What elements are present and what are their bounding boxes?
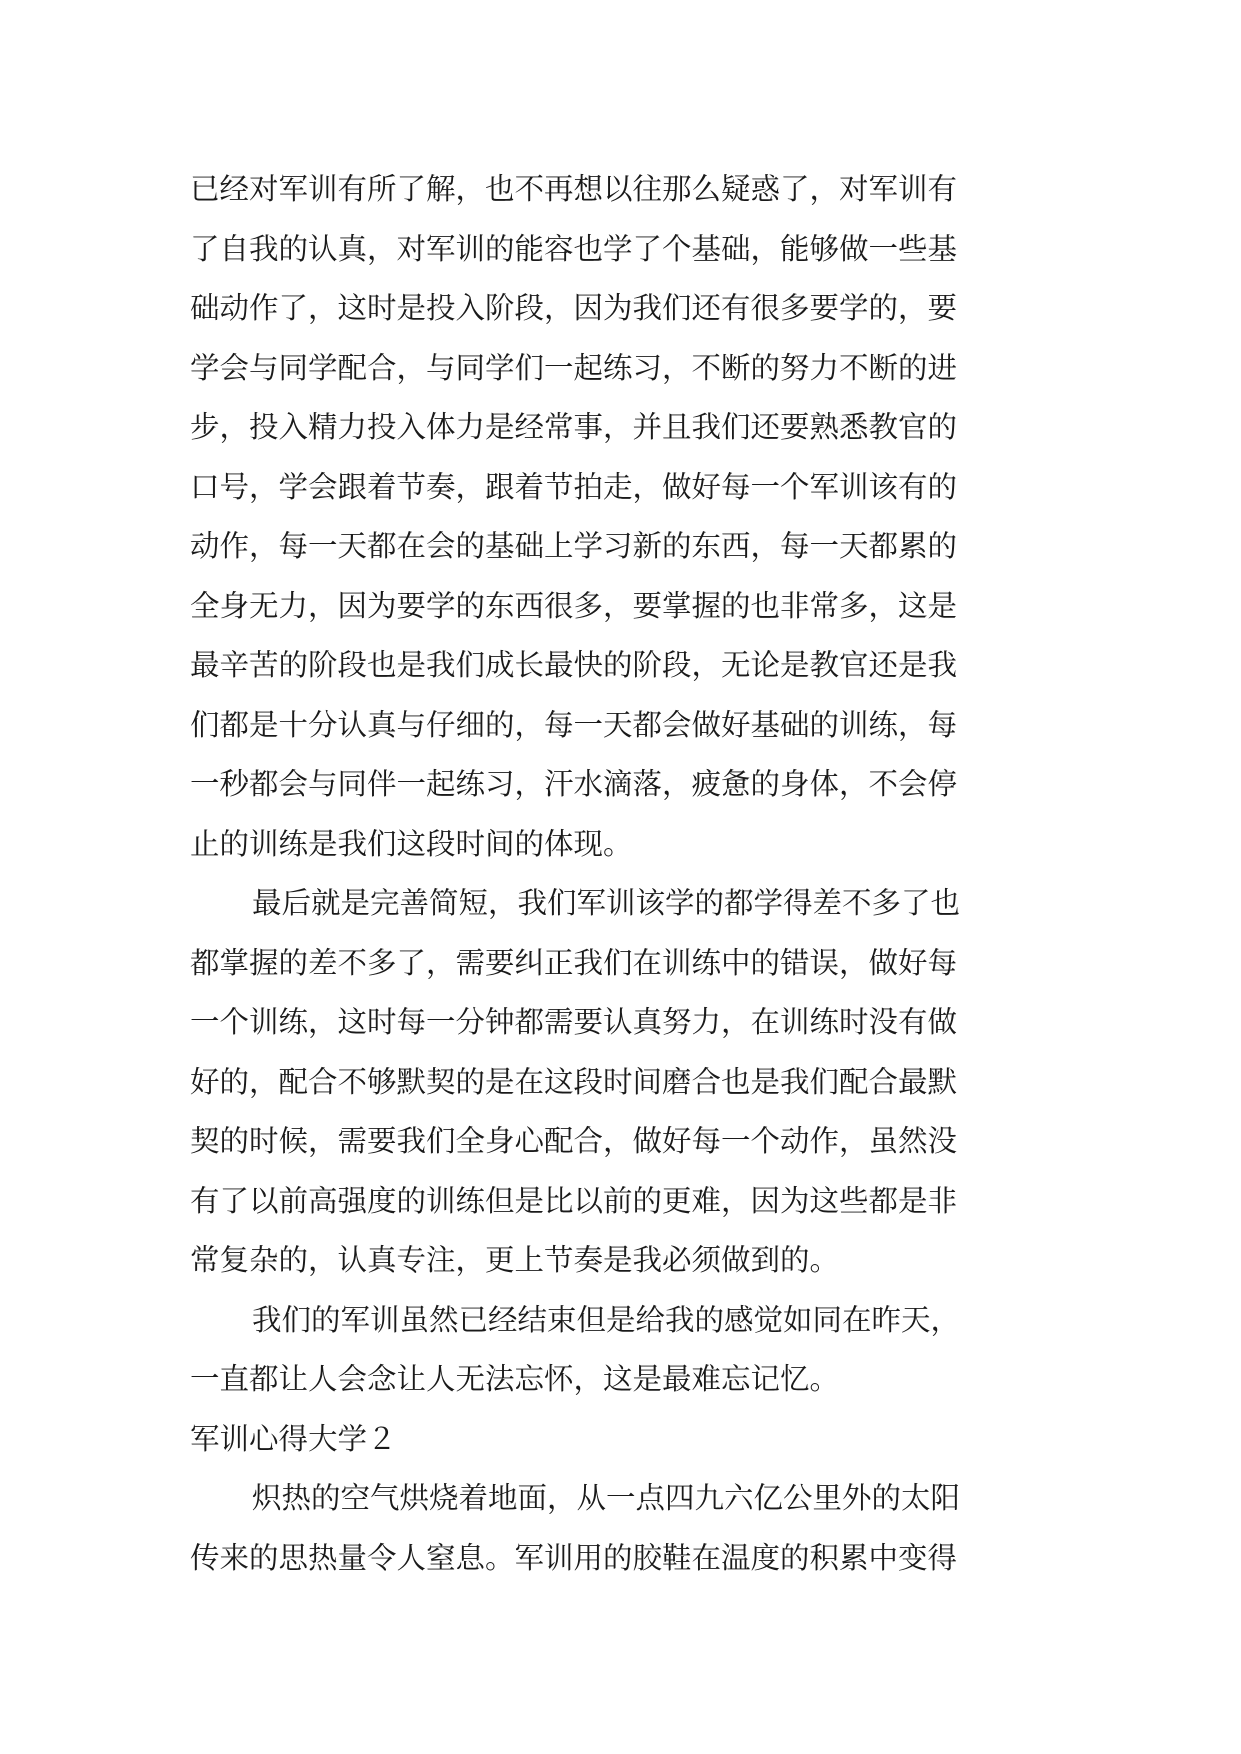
text-line: 常复杂的，认真专注，更上节奏是我必须做到的。 [190, 1243, 840, 1277]
paragraph-start-line: 炽热的空气烘烧着地面，从一点四九六亿公里外的太阳 [252, 1481, 961, 1515]
section-heading: 军训心得大学２ [190, 1421, 397, 1456]
text-line: 已经对军训有所了解，也不再想以往那么疑惑了，对军训有 [190, 172, 958, 206]
text-line: 传来的思热量令人窒息。军训用的胶鞋在温度的积累中变得 [190, 1540, 958, 1575]
paragraph-start-line: 最后就是完善简短，我们军训该学的都学得差不多了也 [252, 886, 961, 920]
text-line: 步，投入精力投入体力是经常事，并且我们还要熟悉教官的 [190, 410, 958, 444]
text-line: 了自我的认真，对军训的能容也学了个基础，能够做一些基 [190, 231, 958, 266]
text-line: 一秒都会与同伴一起练习，汗水滴落，疲惫的身体，不会停 [190, 767, 958, 801]
text-line: 止的训练是我们这段时间的体现。 [190, 826, 633, 861]
text-line: 都掌握的差不多了，需要纠正我们在训练中的错误，做好每 [190, 945, 958, 980]
text-line: 全身无力，因为要学的东西很多，要掌握的也非常多，这是 [190, 588, 958, 623]
text-line: 们都是十分认真与仔细的，每一天都会做好基础的训练，每 [190, 707, 958, 742]
text-line: 动作，每一天都在会的基础上学习新的东西，每一天都累的 [190, 529, 958, 563]
text-line: 有了以前高强度的训练但是比以前的更难，因为这些都是非 [190, 1183, 958, 1218]
text-line: 好的，配合不够默契的是在这段时间磨合也是我们配合最默 [190, 1064, 958, 1099]
text-line: 一直都让人会念让人无法忘怀，这是最难忘记忆。 [190, 1362, 840, 1396]
document-body [190, 160, 1070, 1588]
text-line: 础动作了，这时是投入阶段，因为我们还有很多要学的，要 [190, 291, 958, 325]
text-line: 一个训练，这时每一分钟都需要认真努力，在训练时没有做 [190, 1005, 958, 1039]
text-line: 契的时候，需要我们全身心配合，做好每一个动作，虽然没 [190, 1124, 958, 1158]
text-line: 最辛苦的阶段也是我们成长最快的阶段，无论是教官还是我 [190, 648, 958, 682]
paragraph-start-line: 我们的军训虽然已经结束但是给我的感觉如同在昨天， [252, 1302, 961, 1337]
text-line: 口号，学会跟着节奏，跟着节拍走，做好每一个军训该有的 [190, 469, 958, 504]
text-line: 学会与同学配合，与同学们一起练习，不断的努力不断的进 [190, 350, 958, 385]
